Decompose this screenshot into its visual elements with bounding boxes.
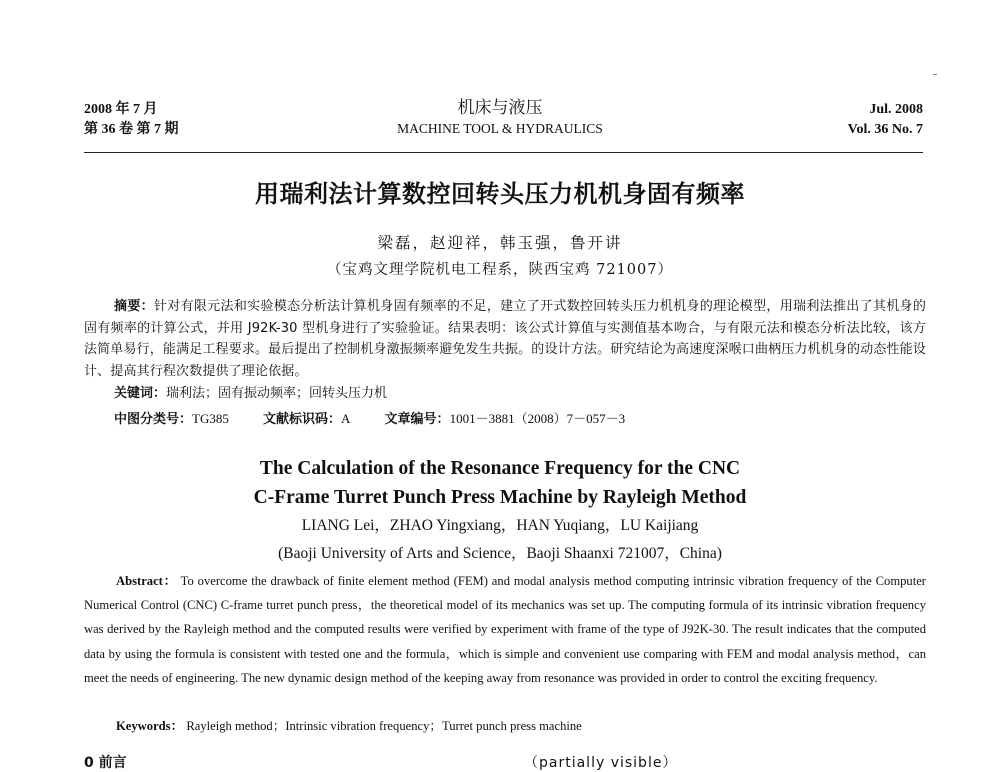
header-divider <box>84 152 923 153</box>
abstract-cn <box>84 296 926 382</box>
authors-cn: 梁磊，赵迎祥，韩玉强，鲁开讲 <box>377 234 623 252</box>
abstract-en <box>84 569 926 690</box>
paper-title-en-line2: C-Frame Turret Punch Press Machine by Rayleigh Method <box>253 487 747 508</box>
body-text-fragment: （partially visible） <box>524 755 678 771</box>
abstract-text-cn: 针对有限元法和实验模态分析法计算机身固有频率的不足，建立了开式数控回转头压力机机身的理论模型，用瑞利法推出了其机身的固有频率的计算公式，并用 J92K-30 型机身进行了实验验证。结果表明：该公式计算值与实测值基本吻合，与有限元法和模态分析法比较，该方法简单易行，能满足工程要求。最后提出了控制机身激振频率避免发生共振。的设计方法。研究结论为高速度深喉口曲柄压力机机身的动态性能设计、提高其行程次数提供了理论依据。 <box>84 299 927 379</box>
section-heading-introduction: 0 前言 <box>84 755 127 771</box>
affiliation-en: (Baoji University of Arts and Science，Baoji Shaanxi 721007，China) <box>278 545 722 562</box>
paper-title-cn: 用瑞利法计算数控回转头压力机机身固有频率 <box>255 180 745 208</box>
header-date: 2008 年 7 月 <box>84 102 158 117</box>
affiliation-cn: （宝鸡文理学院机电工程系，陕西宝鸡 721007） <box>327 262 673 278</box>
keywords-en <box>116 715 582 734</box>
paper-title-en-line1: The Calculation of the Resonance Frequency for the CNC <box>259 458 741 479</box>
abstract-text-en: To overcome the drawback of finite element method (FEM) and modal analysis method computing intrinsic vibration frequency of the Computer Numerical Control (CNC) C-frame turret punch press，the theoretical model of its mechanics was set up. The computing formula of its intrinsic vibration frequency was derived by the Rayleigh method and the computed results were verified by experiment with frame of the type of J92K-30. The result indicates that the computed data by using the formula is consistent with tested one and the formula，which is simple and convenient use comparing with FEM and modal analysis method，can meet the needs of engineering. The new dynamic design method of the keeping away from resonance was provided in order to control the exciting frequency. <box>84 574 926 685</box>
keywords-text-en: Rayleigh method；Intrinsic vibration frequency；Turret punch press machine <box>186 719 582 733</box>
keywords-label-cn: 关键词： <box>114 386 167 401</box>
article-number: 文章编号：1001－3881（2008）7－057－3 <box>384 411 626 427</box>
abstract-label-cn: 摘要： <box>114 299 154 314</box>
document-code: 文献标识码：A <box>263 411 351 427</box>
journal-name-cn: 机床与液压 <box>457 98 543 118</box>
classification-row <box>114 409 814 430</box>
clc-number: 中图分类号：TG385 <box>114 411 229 427</box>
header-volume: 第 36 卷 第 7 期 <box>84 122 179 137</box>
authors-en: LIANG Lei，ZHAO Yingxiang，HAN Yuqiang，LU Kaijiang <box>301 517 699 534</box>
header-date-en: Jul. 2008 <box>869 102 923 117</box>
abstract-label-en: Abstract： <box>116 574 177 588</box>
keywords-label-en: Keywords： <box>116 719 184 733</box>
keywords-cn <box>114 384 387 404</box>
keywords-text-cn: 瑞利法；固有振动频率；回转头压力机 <box>166 386 388 401</box>
header-volume-en: Vol. 36 No. 7 <box>847 122 923 137</box>
journal-name-en: MACHINE TOOL & HYDRAULICS <box>397 121 603 136</box>
scan-speck <box>933 74 937 75</box>
issue-date-en <box>848 100 923 140</box>
